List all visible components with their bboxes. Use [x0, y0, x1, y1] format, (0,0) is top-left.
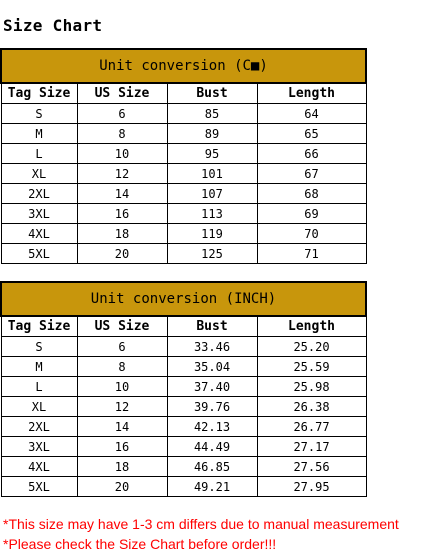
note-line: *Please check the Size Chart before order!!!: [3, 536, 277, 552]
table-row: [1, 244, 366, 264]
table-cell: 10: [77, 144, 167, 164]
table-caption: Unit conversion (INCH): [1, 282, 366, 316]
table-cell: 14: [77, 184, 167, 204]
table-row: [1, 377, 366, 397]
table-row: [1, 224, 366, 244]
table-cell: 8: [77, 124, 167, 144]
table-cell: 70: [257, 224, 366, 244]
table-cell: 25.20: [257, 337, 366, 357]
table-cell: 20: [77, 244, 167, 264]
table-cell: 25.59: [257, 357, 366, 377]
notes: [3, 514, 399, 554]
table-cell: 35.04: [167, 357, 257, 377]
column-header: US Size: [77, 83, 167, 104]
table-cell: 10: [77, 377, 167, 397]
table-cell: 16: [77, 437, 167, 457]
table-cell: 66: [257, 144, 366, 164]
size-table-cm: [0, 48, 367, 264]
table-cell: 12: [77, 397, 167, 417]
table-cell: 42.13: [167, 417, 257, 437]
table-cell: 6: [77, 337, 167, 357]
table-cell: 3XL: [1, 204, 77, 224]
table-cell: 37.40: [167, 377, 257, 397]
table-row: [1, 417, 366, 437]
table-cell: 39.76: [167, 397, 257, 417]
table-row: [1, 437, 366, 457]
table-row: [1, 204, 366, 224]
table-cell: L: [1, 377, 77, 397]
table-row: [1, 104, 366, 124]
table-cell: 4XL: [1, 224, 77, 244]
table-cell: 12: [77, 164, 167, 184]
table-row: [1, 164, 366, 184]
table-cell: M: [1, 124, 77, 144]
table-row: [1, 184, 366, 204]
table-cell: 27.56: [257, 457, 366, 477]
header-row: [1, 83, 366, 104]
column-header: Length: [257, 316, 366, 337]
table-cell: 64: [257, 104, 366, 124]
table-cell: 6: [77, 104, 167, 124]
table-cell: 113: [167, 204, 257, 224]
table-cell: 85: [167, 104, 257, 124]
table-cell: S: [1, 337, 77, 357]
table-cell: 5XL: [1, 477, 77, 497]
table-cell: 101: [167, 164, 257, 184]
table-cell: 107: [167, 184, 257, 204]
table-cell: 14: [77, 417, 167, 437]
table-cell: 27.17: [257, 437, 366, 457]
table-cell: 119: [167, 224, 257, 244]
table-cell: 20: [77, 477, 167, 497]
table-row: [1, 397, 366, 417]
table-cell: 125: [167, 244, 257, 264]
table-row: [1, 357, 366, 377]
table-cell: 67: [257, 164, 366, 184]
column-header: Tag Size: [1, 316, 77, 337]
table-cell: 18: [77, 224, 167, 244]
table-cell: 49.21: [167, 477, 257, 497]
table-cell: 27.95: [257, 477, 366, 497]
table-cell: 44.49: [167, 437, 257, 457]
column-header: US Size: [77, 316, 167, 337]
table-cell: 18: [77, 457, 167, 477]
table-cell: 71: [257, 244, 366, 264]
table-cell: 68: [257, 184, 366, 204]
table-cell: 46.85: [167, 457, 257, 477]
header-row: [1, 316, 366, 337]
table-row: [1, 337, 366, 357]
table-cell: 89: [167, 124, 257, 144]
table-cell: 25.98: [257, 377, 366, 397]
table-cell: XL: [1, 397, 77, 417]
table-row: [1, 477, 366, 497]
column-header: Bust: [167, 316, 257, 337]
table-cell: 26.77: [257, 417, 366, 437]
table-row: [1, 124, 366, 144]
table-cell: M: [1, 357, 77, 377]
column-header: Bust: [167, 83, 257, 104]
table-row: [1, 144, 366, 164]
table-caption: Unit conversion (C■): [1, 49, 366, 83]
size-table-inch: [0, 281, 367, 497]
table-cell: 16: [77, 204, 167, 224]
table-cell: L: [1, 144, 77, 164]
table-cell: 65: [257, 124, 366, 144]
table-cell: 8: [77, 357, 167, 377]
table-cell: 33.46: [167, 337, 257, 357]
column-header: Length: [257, 83, 366, 104]
table-row: [1, 457, 366, 477]
page-title: Size Chart: [3, 16, 103, 35]
table-cell: 5XL: [1, 244, 77, 264]
note-line: *This size may have 1-3 cm differs due to manual measurement: [3, 516, 399, 532]
table-cell: 2XL: [1, 417, 77, 437]
table-cell: 69: [257, 204, 366, 224]
table-cell: S: [1, 104, 77, 124]
table-cell: XL: [1, 164, 77, 184]
column-header: Tag Size: [1, 83, 77, 104]
table-cell: 26.38: [257, 397, 366, 417]
table-cell: 4XL: [1, 457, 77, 477]
table-cell: 95: [167, 144, 257, 164]
table-cell: 3XL: [1, 437, 77, 457]
table-cell: 2XL: [1, 184, 77, 204]
